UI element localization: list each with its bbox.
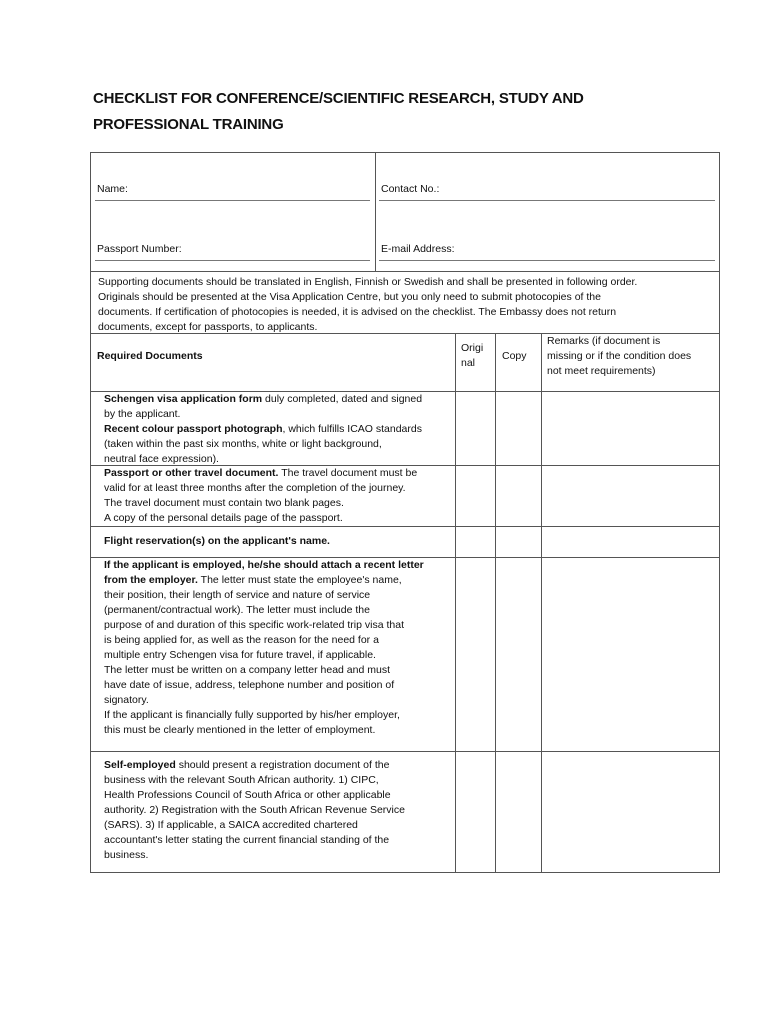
passport-label: Passport Number: bbox=[97, 243, 182, 255]
row-line: (taken within the past six months, white or light background, bbox=[104, 438, 382, 450]
row-line: signatory. bbox=[104, 694, 149, 706]
intro-line: documents. If certification of photocopies is needed, it is advised on the checklist. The Embassy does not return bbox=[98, 306, 617, 318]
row-line: valid for at least three months after the completion of the journey. bbox=[104, 482, 406, 494]
row-line: business. bbox=[104, 849, 149, 861]
header-remarks-line: not meet requirements) bbox=[547, 365, 656, 377]
column-divider bbox=[541, 333, 542, 872]
row-bold-text: Recent colour passport photograph bbox=[104, 423, 283, 435]
row-text: duly completed, dated and signed bbox=[262, 393, 423, 405]
row-line: by the applicant. bbox=[104, 408, 181, 420]
row-line bbox=[104, 466, 456, 481]
row-line: neutral face expression). bbox=[104, 453, 219, 465]
row-line: If the applicant is financially fully supported by his/her employer, bbox=[104, 709, 400, 721]
row-bold-text: Schengen visa application form bbox=[104, 393, 263, 405]
row-bold-text: Self-employed bbox=[104, 759, 176, 771]
row-line: A copy of the personal details page of the passport. bbox=[104, 512, 343, 524]
row-line bbox=[104, 758, 456, 773]
passport-field[interactable] bbox=[95, 260, 370, 261]
header-required-documents: Required Documents bbox=[97, 350, 203, 362]
row-line: is being applied for, as well as the reason for the need for a bbox=[104, 634, 379, 646]
contact-field[interactable] bbox=[379, 200, 715, 201]
row-text: The letter must state the employee's name, bbox=[197, 574, 402, 586]
page-title bbox=[93, 86, 653, 138]
row-bold-text: If the applicant is employed, he/she should attach a recent letter bbox=[104, 559, 424, 571]
header-copy: Copy bbox=[502, 350, 527, 362]
row-text: , which fulfills ICAO standards bbox=[282, 423, 422, 435]
row-line: Health Professions Council of South Africa or other applicable bbox=[104, 789, 391, 801]
table-row-self-employed bbox=[104, 758, 456, 863]
row-divider bbox=[91, 751, 719, 752]
intro-line: documents, except for passports, to applicants. bbox=[98, 321, 318, 333]
row-line: purpose of and duration of this specific work-related trip visa that bbox=[104, 619, 404, 631]
table-row-passport bbox=[104, 466, 456, 526]
column-divider bbox=[495, 333, 496, 872]
intro-line: Supporting documents should be translated in English, Finnish or Swedish and shall be presented in following order. bbox=[98, 276, 638, 288]
header-original-line: Origi bbox=[461, 342, 484, 354]
row-line bbox=[104, 422, 456, 437]
row-line: The travel document must contain two blank pages. bbox=[104, 497, 344, 509]
row-divider bbox=[91, 526, 719, 527]
row-line: their position, their length of service and nature of service bbox=[104, 589, 371, 601]
header-remarks-line: Remarks (if document is bbox=[547, 335, 661, 347]
row-line: this must be clearly mentioned in the letter of employment. bbox=[104, 724, 376, 736]
row-line: authority. 2) Registration with the South African Revenue Service bbox=[104, 804, 405, 816]
row-bold-text: Flight reservation(s) on the applicant's name. bbox=[104, 535, 330, 547]
contact-label: Contact No.: bbox=[381, 183, 440, 195]
title-line: PROFESSIONAL TRAINING bbox=[93, 116, 284, 133]
row-line: accountant's letter stating the current financial standing of the bbox=[104, 834, 390, 846]
row-line: (permanent/contractual work). The letter must include the bbox=[104, 604, 370, 616]
row-text: The travel document must be bbox=[278, 467, 418, 479]
header-original-line: nal bbox=[461, 357, 476, 369]
intro-line: Originals should be presented at the Visa Application Centre, but you only need to submit photocopies of the bbox=[98, 291, 601, 303]
header-remarks-line: missing or if the condition does bbox=[547, 350, 692, 362]
checklist-form bbox=[90, 152, 720, 873]
row-line: have date of issue, address, telephone number and position of bbox=[104, 679, 395, 691]
row-line: (SARS). 3) If applicable, a SAICA accredited chartered bbox=[104, 819, 358, 831]
row-line bbox=[104, 392, 456, 407]
row-text: should present a registration document of the bbox=[175, 759, 390, 771]
name-field[interactable] bbox=[95, 200, 370, 201]
table-row-flight-reservation bbox=[104, 534, 456, 549]
row-line: business with the relevant South African authority. 1) CIPC, bbox=[104, 774, 379, 786]
row-bold-text: Passport or other travel document. bbox=[104, 467, 279, 479]
row-line bbox=[104, 573, 456, 588]
row-line: multiple entry Schengen visa for future travel, if applicable. bbox=[104, 649, 376, 661]
header-remarks bbox=[547, 334, 691, 379]
table-row-employed bbox=[104, 558, 456, 738]
name-label: Name: bbox=[97, 183, 128, 195]
row-line bbox=[104, 534, 456, 549]
title-line: CHECKLIST FOR CONFERENCE/SCIENTIFIC RESEARCH, STUDY AND bbox=[93, 90, 584, 107]
divider bbox=[91, 271, 719, 272]
row-bold-text: from the employer. bbox=[104, 574, 198, 586]
divider bbox=[375, 153, 376, 271]
email-label: E-mail Address: bbox=[381, 243, 455, 255]
row-line bbox=[104, 558, 456, 573]
row-line: The letter must be written on a company letter head and must bbox=[104, 664, 390, 676]
email-field[interactable] bbox=[379, 260, 715, 261]
header-original bbox=[461, 341, 483, 371]
intro-paragraph bbox=[98, 275, 718, 335]
table-row-visa-form bbox=[104, 392, 456, 467]
